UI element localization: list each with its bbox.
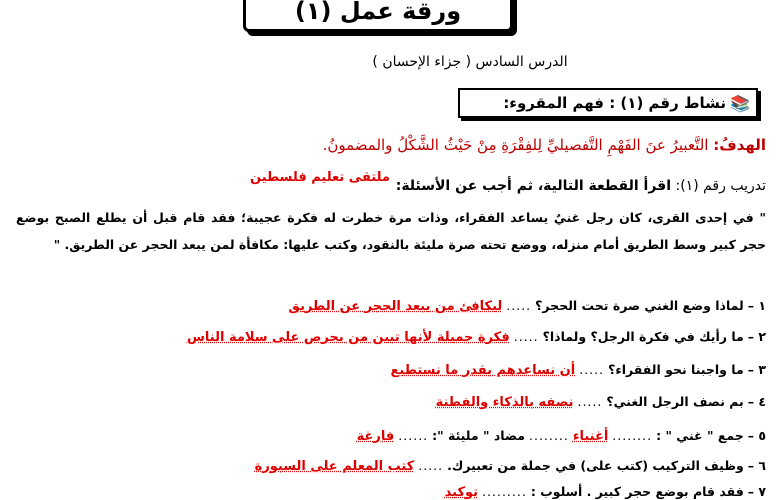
worksheet-title: ورقة عمل (١): [294, 0, 462, 25]
answer-text: أغنياء: [572, 429, 609, 444]
answer-text: نصفه بالذكاء والفطنة: [435, 395, 574, 410]
watermark-text: ملتقى تعليم فلسطين: [250, 170, 390, 185]
question-text: ما رأيك في فكرة الرجل؟ ولماذا؟: [542, 329, 744, 344]
question-7: ٧ – فقد قام بوضع حجر كبير . أسلوب : ......... توكيد: [444, 484, 766, 500]
answer-text: فكرة جميلة لأنها تبين من يحرص على سلامة الناس: [186, 330, 510, 345]
training-instruction: [396, 178, 766, 194]
question-text: ما واجبنا نحو الفقراء؟: [608, 362, 744, 377]
question-text: فقد قام بوضع حجر كبير . أسلوب :: [530, 484, 744, 499]
goal-label: الهدفُ:: [713, 136, 766, 154]
question-text: لماذا وضع الغني صرة تحت الحجر؟: [535, 298, 744, 313]
question-text: جمع " غني " :: [656, 428, 744, 443]
question-text-2: مضاد " مليئة ":: [432, 428, 526, 443]
answer-text-2: فارغة: [356, 429, 395, 444]
question-5: ٥ – جمع " غني " : ........ أغنياء ........ مضاد " مليئة ": ...... فارغة: [356, 428, 766, 444]
training-prefix: تدريب رقم (١):: [675, 178, 766, 194]
question-1: ١ – لماذا وضع الغني صرة تحت الحجر؟ ..... ليكافئ من يبعد الحجر عن الطريق: [288, 298, 766, 314]
book-stack-icon: 📚: [730, 93, 750, 113]
lesson-title: الدرس السادس ( جزاء الإحسان ): [372, 54, 568, 70]
answer-text: كتب المعلم على السبورة: [254, 459, 415, 474]
activity-label: نشاط رقم (١) : فهم المقروء:: [503, 94, 727, 112]
answer-text: ليكافئ من يبعد الحجر عن الطريق: [288, 299, 503, 314]
training-text: اقرأ القطعة التالية، ثم أجب عن الأسئلة:: [395, 178, 672, 194]
question-text: بم نصف الرجل الغني؟: [606, 394, 744, 409]
reading-passage: " في إحدى القرى، كان رجل غنيٌ يساعد الفقراء، وذات مرة خطرت له فكرة عجيبة؛ فقد قام قبل أن يطلع الصبح بوضع حجر كبير وسط الطريق أمام منزله، ووضع تحته صرة مليئة بالنقود، وكتب عليها: مكافأة لمن يبعد الحجر عن الطريق. ": [16, 210, 766, 252]
answer-text: أن نساعدهم بقدر ما نستطيع: [390, 363, 576, 378]
question-text: وظيف التركيب (كتب على) في جملة من تعبيرك.: [447, 458, 744, 473]
goal-text: التَّعبيرُ عنَ الفَهْمِ التَّفصيليِّ لِلفِقْرَةِ مِنْ حَيْثُ الشَّكْلُ والمضمونُ.: [322, 136, 709, 154]
worksheet-title-box: [243, 0, 513, 32]
answer-text: توكيد: [444, 485, 479, 500]
goal-line: [323, 136, 766, 154]
question-6: ٦ – وظيف التركيب (كتب على) في جملة من تعبيرك. ..... كتب المعلم على السبورة: [254, 458, 766, 474]
question-4: ٤ – بم نصف الرجل الغني؟ ..... نصفه بالذكاء والفطنة: [435, 394, 766, 410]
question-3: ٣ – ما واجبنا نحو الفقراء؟ ..... أن نساعدهم بقدر ما نستطيع: [390, 362, 766, 378]
activity-heading: [458, 88, 758, 118]
question-2: ٢ – ما رأيك في فكرة الرجل؟ ولماذا؟ ..... فكرة جميلة لأنها تبين من يحرص على سلامة الناس: [186, 329, 766, 345]
